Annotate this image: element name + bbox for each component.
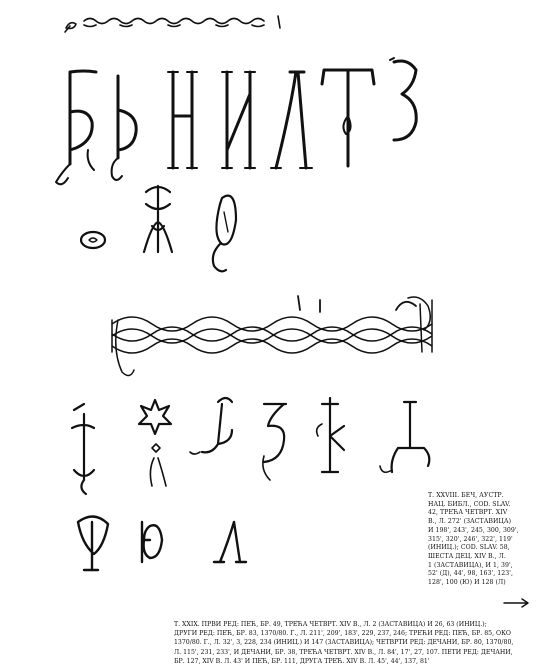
caption-line: 42, ТРЕЋА ЧЕТВРТ. XIV [428, 509, 508, 517]
caption-line: (ИНИЦ.); COD. SLAV. 58, [428, 544, 510, 552]
caption-line: ДРУГИ РЕД: ПЕЋ, БР. 83, 1370/80. Г., Л. 211', 209', 183', 229, 237, 246; ТРЕЋИ РЕД: ПЕЋ, БР. 85, ОКО [174, 630, 511, 638]
plate-xxix-caption [174, 620, 534, 666]
caption-line: Т. XXIX. ПРВИ РЕД: ПЕЋ, БР. 49, ТРЕЋА ЧЕТВРТ. XIV В., Л. 2 (ЗАСТАВИЦА) И 26, 63 (ИНИЦ.); [174, 621, 487, 628]
caption-line: 1 (ЗАСТАВИЦА), И 1, 39', [428, 561, 513, 569]
caption-line: НАЦ. БИБЛ., COD. SLAV. [428, 500, 511, 508]
caption-line: ШЕСТА ДЕЦ. XIV В., Л. [428, 552, 506, 560]
initials-row-3 [72, 398, 429, 494]
initials-row-1 [56, 58, 416, 184]
continuation-arrow [504, 599, 528, 607]
initials-row-2 [81, 186, 236, 271]
caption-line: 52' (Д), 44', 98, 163', 123', [428, 570, 514, 578]
caption-line: 315', 320', 246', 322', 119' [428, 535, 513, 543]
caption-line: 128', 100 (Ю) И 128 (Л) [428, 579, 506, 587]
header-band-ornament [65, 16, 280, 32]
caption-line: Л. 115', 231, 233', И ДЕЧАНИ, БР. 38, ТРЕЋА ЧЕТВРТ. XIV В., Л. 84', 17', 27, 107. ПЕТИ РЕД: ДЕЧАНИ, [174, 648, 513, 656]
initials-row-4 [78, 516, 246, 570]
caption-line: И 198', 243', 245, 300, 309', [428, 526, 519, 534]
caption-line: Т. XXVIII. БЕЧ, АУСТР. [428, 492, 504, 499]
interlace-band [112, 296, 432, 376]
caption-line: БР. 127, XIV В. Л. 43' И ПЕЋ, БР. 111, ДРУГА ТРЕЋ. XIV В. Л. 45', 44', 137, 81' [174, 657, 430, 665]
plate-xxviii-caption [428, 492, 534, 588]
caption-line: 1370/80. Г., Л. 32', 3, 228, 234 (ИНИЦ.) И 147 (ЗАСТАВИЦА); ЧЕТВРТИ РЕД: ДЕЧАНИ, БР. 80, 1370/80, [174, 639, 514, 647]
caption-line: В., Л. 272' (ЗАСТАВИЦА) [428, 518, 512, 526]
